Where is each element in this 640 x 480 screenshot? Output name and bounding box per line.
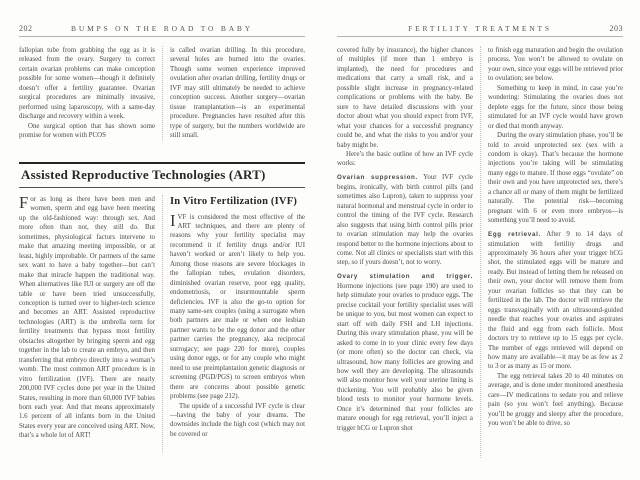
run-in-heading: Egg retrieval.: [488, 231, 541, 239]
paragraph: [170, 210, 305, 402]
subsection-heading: In Vitro Fertilization (IVF): [170, 196, 298, 207]
paragraph: [488, 230, 623, 372]
running-header: [19, 24, 305, 33]
column: [19, 195, 162, 453]
top-section: [19, 46, 305, 141]
paragraph-text: Hormone injections (see page 190) are used to help stimulate your ovaries to produce eggs. The precise cocktail your fertility specialist uses will be unique to you, but most women can expect to start off with daily FSH and LH injections. During this ovary stimulation phase, you will be asked to come in to your clinic every few days (or more often) so the doctor can check, via ultrasound, how many follicles are growing and how well they are developing. The ultrasounds will also monitor how well your uterine lining is thickening. You will probably also be given blood tests to monitor your hormone levels. Once it’s determined that your follicles are mature enough for egg retrieval, you’ll inject a trigger hCG or Lupron shot: [337, 282, 473, 432]
paragraph: One surgical option that has shown some promise for women with PCOS: [19, 122, 155, 140]
right-page: [320, 0, 640, 480]
section-heading-block: [19, 162, 305, 188]
paragraph-text: After 9 to 14 days of stimulation with fertility drugs and approximately 36 hours after your trigger hCG shot, the stimulated eggs will be mature and ready. But instead of letting them be released on their own, your doctor will remove them from your ovarian follicles so that they can be fertilized in the lab. The doctor will retrieve the eggs transvaginally with an ultrasound-guided needle that reaches your ovaries and aspirates the fluid and egg from each follicle. Most doctors try to retrieve up to 15 eggs per cycle. The number of eggs retrieved will depend on how many are available—it may be as few as 2 to 3 or as many as 15 or more.: [488, 231, 623, 371]
paragraph: is called ovarian drilling. In this procedure, several holes are burned into the ovaries. Though some women experience improved ovulation after ovarian drilling, fertility drugs or IVF may still ultimately be needed to achieve conception success. Another surgery—ovarian tissue transplantation—is an experimental procedure. Pregnancies have resulted after this type of surgery, but the numbers worldwide are still small.: [170, 47, 305, 140]
paragraph: The egg retrieval takes 20 to 40 minutes on average, and is done under monitored anesthesia care—IV medications to sedate you and relieve pain (so you won’t feel anything). Because you’ll be groggy and sleepy after the procedure, you won’t be able to drive, so: [488, 372, 623, 428]
running-header-title: FERTILITY TREATMENTS: [408, 24, 552, 33]
paragraph: covered fully by insurance), the higher chances of multiples (if more than 1 embryo is implanted), the need for procedures and medications that carry a small risk, and a possible slight increase in pregnancy-related complications or problems with the baby. Be sure to have detailed discussions with your doctor about what you should expect from IVF, what your chances for a successful pregnancy could be, and what the risks to you and/or your baby might be.: [337, 47, 473, 149]
paragraph: The upside of a successful IVF cycle is clear—having the baby of your dreams. The downsides include the high cost (which may not be covered or: [170, 402, 305, 438]
column: [162, 195, 305, 453]
body-section: [337, 46, 623, 458]
paragraph-text: or as long as there have been men and women, sperm and egg have been meeting up the old-fashioned way: through sex. And more often than not, they still do. But sometimes, physiological factors intervene to make that amazing meeting impossible, or at least, highly improbable. Or partners of the same sex want to have a baby together—but can’t make that miracle happen the traditional way. When alternatives like IUI or surgery are off the table or have been tried unsuccessfully, conception is turned over to higher-tech science and becomes an ART. Assisted reproductive technologies (ART) is the umbrella term for fertility treatments that bypass most fertility obstacles altogether by bringing sperm and egg together in the lab to create an embryo, and then transferring that embryo directly into a woman’s womb. The most common ART procedure is in vitro fertilization (IVF). There are nearly 200,000 IVF cycles done per year in the United States, resulting in more than 60,000 IVF babies born each year. And that means approximately 1.6 percent of all infants born in the United States every year are conceived using ART. Now, that’s a whole lot of ART!: [19, 196, 155, 440]
paragraph: Something to keep in mind, in case you’re wondering: Stimulating the ovaries does not deplete eggs for the future, since those being stimulated for an IVF cycle would have grown or died that month anyway.: [488, 84, 623, 130]
run-in-heading: Ovary stimulation and trigger.: [337, 273, 473, 281]
run-in-heading: Ovarian suppression.: [337, 174, 418, 182]
column: [480, 46, 623, 458]
paragraph-text: VF is considered the most effective of the ART techniques, and there are plenty of reasons why your fertility specialist may recommend it if fertility drugs and/or IUI haven’t worked or aren’t likely to help you. Among those reasons are severe blockages in the fallopian tubes, ovulation disorders, diminished ovarian reserve, poor egg quality, endometriosis, or insurmountable sperm deficiencies. IVF is also the go-to option for many same-sex couples (using a surrogate when both partners are male or when one lesbian partner wants to be the egg donor and the other partner carries the pregnancy, aka reciprocal surrogacy; see page 220 for more), couples using donor eggs, or for any couple who might need to use preimplantation genetic diagnosis or screening (PGD/PGS) to screen embryos when there are concerns about possible genetic problems (see page 212).: [170, 213, 305, 401]
paragraph: [337, 173, 473, 268]
column: [162, 46, 305, 141]
header-rule: [19, 36, 305, 37]
paragraph: fallopian tube from grabbing the egg as it is released from the ovary. Surgery to correct certain ovarian problems can make conception possible for some women—though it definitely doesn’t offer a fertility guarantee. Ovarian surgical procedures are minimally invasive, performed using laparoscopy, with a same-day discharge and recovery within a week.: [19, 47, 155, 121]
section-heading: Assisted Reproductive Technologies (ART): [21, 167, 266, 182]
paragraph: [337, 272, 473, 433]
running-header-title: BUMPS ON THE ROAD TO BABY: [71, 24, 253, 33]
running-header: [337, 24, 623, 33]
paragraph: to finish egg maturation and begin the ovulation process. You won’t be allowed to ovulate on your own, since your eggs will be retrieved prior to ovulation; see below.: [488, 47, 623, 83]
page-number: 203: [609, 24, 623, 33]
drop-cap: I: [170, 210, 176, 230]
drop-cap: F: [19, 195, 29, 212]
art-section: [19, 195, 305, 453]
paragraph-text: Your IVF cycle begins, ironically, with birth control pills (and sometimes also Lupron), taken to suppress your natural hormonal and menstrual cycle in order to control the timing of the IVF cycle. Research also suggests that using birth control pills prior to ovarian stimulation may help the ovaries respond better to the hormone injections about to come. Not all clinics or specialists start with this step, so if yours doesn’t, not to worry.: [337, 174, 473, 267]
column: [337, 46, 480, 458]
paragraph: Here’s the basic outline of how an IVF cycle works:: [337, 150, 473, 168]
column: [19, 46, 162, 141]
paragraph: During the ovary stimulation phase, you’ll be told to avoid unprotected sex (sex with a condom is okay). That’s because the hormone injections you’re taking will be stimulating many eggs to mature. If those eggs “ovulate” on their own and you have unprotected sex, there’s a chance all or many of them might be fertilized naturally. The potential risk—becoming pregnant with 6 or even more embryos—is something you’ll need to avoid.: [488, 132, 623, 225]
header-rule: [337, 36, 623, 37]
paragraph: [19, 195, 155, 441]
page-number: 202: [19, 24, 33, 33]
